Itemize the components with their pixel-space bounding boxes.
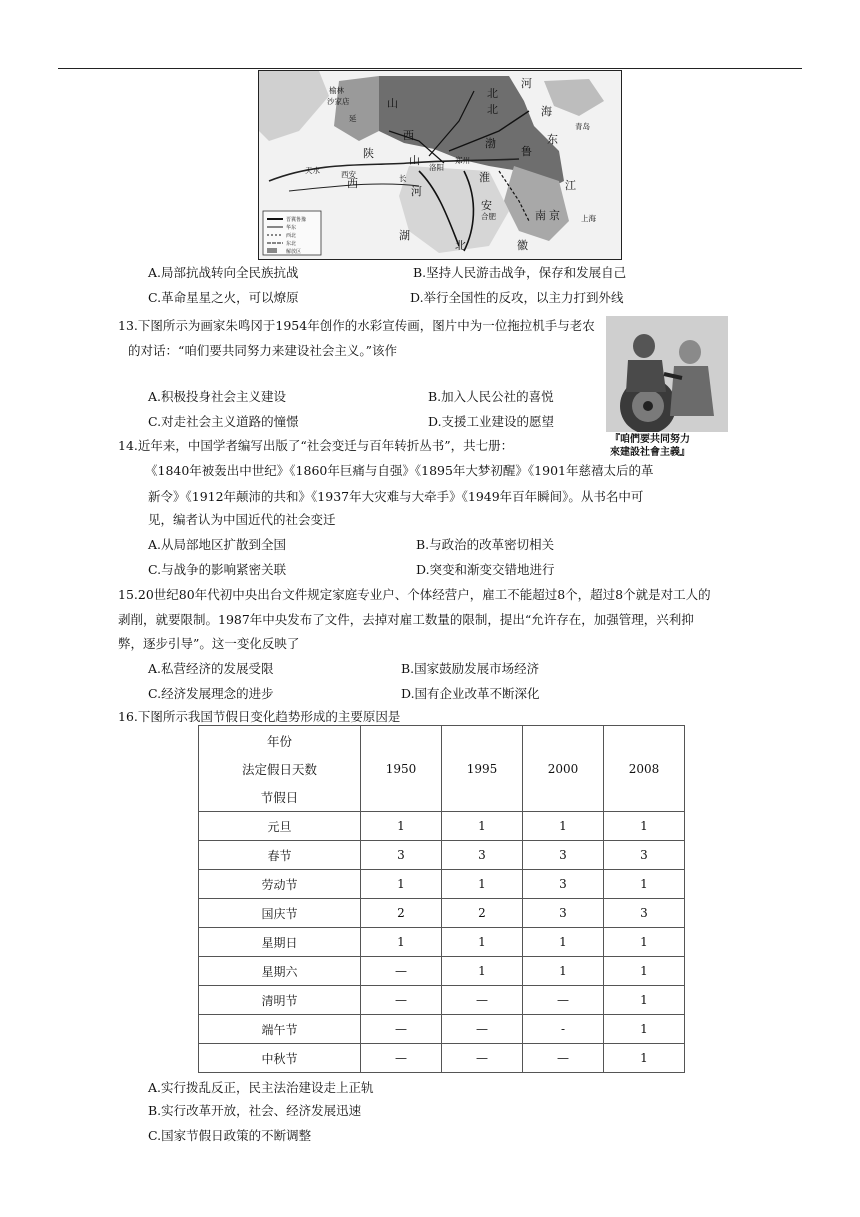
table-cell: —: [442, 1015, 523, 1044]
table-row: [199, 812, 685, 841]
table-cell: 1: [523, 957, 604, 986]
row-holiday-name: 星期日: [199, 928, 361, 957]
map-label-27: 青岛: [575, 122, 590, 131]
holiday-table: [198, 725, 685, 1073]
q14-option-c[interactable]: C.与战争的影响紧密关联: [148, 562, 287, 577]
q12-option-c[interactable]: C.革命星星之火，可以燎原: [148, 290, 299, 305]
table-row: [199, 899, 685, 928]
q13-stem-line2: 的对话：“咱们要共同努力来建设社会主义。”该作: [128, 343, 398, 358]
table-cell: —: [361, 986, 442, 1015]
map-label-18: 湖: [399, 229, 410, 242]
table-cell: -: [523, 1015, 604, 1044]
table-cell: 1: [604, 1044, 685, 1073]
row-holiday-name: 国庆节: [199, 899, 361, 928]
map-label-2: 山: [387, 97, 398, 110]
table-cell: 2: [442, 899, 523, 928]
map-label-1: 北: [487, 87, 498, 100]
table-header-row: [199, 726, 685, 812]
poster-caption-2: 來建設社會主義』: [610, 447, 690, 458]
table-cell: —: [442, 1044, 523, 1073]
table-row: [199, 1044, 685, 1073]
q12-option-d[interactable]: D.举行全国性的反攻，以主力打到外线: [410, 290, 624, 305]
row-holiday-name: 劳动节: [199, 870, 361, 899]
map-label-9: 渤: [485, 137, 496, 150]
table-cell: 3: [523, 870, 604, 899]
table-cell: 1: [604, 986, 685, 1015]
map-label-25: 天水: [305, 166, 320, 175]
table-cell: —: [523, 1044, 604, 1073]
table-row: [199, 928, 685, 957]
table-row: [199, 957, 685, 986]
q14-option-d[interactable]: D.突变和渐变交错地进行: [416, 562, 555, 577]
poster-svg: [606, 316, 728, 458]
table-cell: 1: [442, 928, 523, 957]
q16-option-a[interactable]: A.实行拨乱反正，民主法治建设走上正轨: [148, 1080, 374, 1095]
map-label-11: 江: [565, 179, 576, 192]
map-label-16: 南: [535, 209, 546, 222]
table-cell: 1: [361, 870, 442, 899]
header-holiday-label: 节假日: [260, 789, 299, 805]
map-label-20: 徽: [517, 239, 528, 252]
propaganda-poster-figure: [606, 316, 728, 458]
map-label-6: 西: [403, 129, 414, 142]
map-label-5: 东: [547, 133, 558, 146]
map-label-0: 河: [521, 77, 532, 90]
row-holiday-name: 端午节: [199, 1015, 361, 1044]
map-label-17: 京: [549, 209, 560, 222]
table-cell: 3: [442, 841, 523, 870]
q15-stem-line3: 弊，逐步引导”。这一变化反映了: [118, 636, 300, 651]
table-cell: 3: [523, 899, 604, 928]
map-label-14: 西: [347, 177, 358, 190]
table-cell: 3: [604, 899, 685, 928]
table-cell: 1: [523, 812, 604, 841]
table-cell: 1: [361, 928, 442, 957]
map-label-31: 沙家店: [327, 97, 350, 106]
table-row: [199, 870, 685, 899]
q14-option-a[interactable]: A.从局部地区扩散到全国: [148, 537, 287, 552]
q15-option-c[interactable]: C.经济发展理念的进步: [148, 686, 274, 701]
q13-option-d[interactable]: D.支援工业建设的愿望: [428, 414, 555, 429]
table-row: [199, 1015, 685, 1044]
war-map-svg: [259, 71, 621, 259]
table-cell: —: [523, 986, 604, 1015]
table-cell: 3: [523, 841, 604, 870]
q13-option-b[interactable]: B.加入人民公社的喜悦: [428, 389, 554, 404]
map-label-15: 安: [481, 199, 492, 212]
table-cell: 1: [442, 957, 523, 986]
q12-option-a[interactable]: A.局部抗战转向全民族抗战: [148, 265, 299, 280]
q14-option-b[interactable]: B.与政治的改革密切相关: [416, 537, 555, 552]
header-year-1995: 1995: [442, 726, 523, 812]
table-cell: 1: [361, 812, 442, 841]
war-map-figure: [258, 70, 622, 260]
map-label-21: 合肥: [481, 212, 496, 221]
table-cell: 1: [604, 870, 685, 899]
legend-text-1: 晋冀鲁豫: [286, 217, 307, 223]
map-label-24: 西安: [341, 170, 356, 179]
legend-text-2: 华东: [286, 225, 297, 231]
row-holiday-name: 星期六: [199, 957, 361, 986]
header-days-label: 法定假日天数: [241, 761, 317, 777]
q12-option-b[interactable]: B.坚持人民游击战争，保存和发展自己: [413, 265, 627, 280]
q15-option-b[interactable]: B.国家鼓励发展市场经济: [401, 661, 540, 676]
legend-text-4: 东北: [286, 241, 297, 247]
map-label-23: 延: [349, 114, 357, 123]
table-cell: —: [442, 986, 523, 1015]
table-cell: 2: [361, 899, 442, 928]
q13-stem-line1: 13.下图所示为画家朱鸣冈于1954年创作的水彩宣传画，图片中为一位拖拉机手与老农: [118, 318, 595, 333]
table-header-corner: [199, 726, 361, 812]
q16-option-c[interactable]: C.国家节假日政策的不断调整: [148, 1128, 312, 1143]
map-label-28: 郑州: [455, 156, 470, 165]
row-holiday-name: 元旦: [199, 812, 361, 841]
legend-text-5: 解放区: [286, 249, 302, 255]
table-row: [199, 986, 685, 1015]
map-label-13: 河: [411, 185, 422, 198]
header-year-label: 年份: [266, 733, 292, 749]
table-cell: 1: [523, 928, 604, 957]
table-cell: 1: [604, 812, 685, 841]
row-holiday-name: 春节: [199, 841, 361, 870]
map-label-4: 海: [541, 105, 552, 118]
map-label-3: 北: [487, 103, 498, 116]
q14-stem-line4: 见，编者认为中国近代的社会变迁: [148, 512, 336, 527]
map-label-30: 榆林: [329, 86, 344, 95]
q13-option-a[interactable]: A.积极投身社会主义建设: [148, 389, 287, 404]
map-label-12: 淮: [479, 171, 490, 184]
q15-stem-line2: 剥削，就要限制。1987年中央发布了文件，去掉对雇工数量的限制，提出“允许存在，加强管理，兴利抑: [118, 612, 694, 627]
q16-stem: 16.下图所示我国节假日变化趋势形成的主要原因是: [118, 709, 401, 724]
table-cell: 1: [442, 870, 523, 899]
q15-stem-line1: 15.20世纪80年代初中央出台文件规定家庭专业户、个体经营户，雇工不能超过8个，超过8个就是对工人的: [118, 587, 711, 602]
header-year-2000: 2000: [523, 726, 604, 812]
map-label-26: 上海: [581, 214, 596, 223]
table-cell: 1: [604, 1015, 685, 1044]
row-holiday-name: 清明节: [199, 986, 361, 1015]
row-holiday-name: 中秋节: [199, 1044, 361, 1073]
table-cell: 3: [361, 841, 442, 870]
q15-option-a[interactable]: A.私营经济的发展受限: [148, 661, 274, 676]
q14-stem-line1: 14.近年来，中国学者编写出版了“社会变迁与百年转折丛书”，共七册：: [118, 438, 514, 453]
header-year-2008: 2008: [604, 726, 685, 812]
table-cell: —: [361, 1015, 442, 1044]
table-cell: 1: [442, 812, 523, 841]
map-label-7: 陕: [363, 147, 374, 160]
map-label-22: 长: [399, 174, 407, 183]
q16-option-b[interactable]: B.实行改革开放，社会、经济发展迅速: [148, 1103, 362, 1118]
table-cell: —: [361, 1044, 442, 1073]
map-label-8: 山: [409, 154, 420, 167]
table-row: [199, 841, 685, 870]
table-cell: 3: [604, 841, 685, 870]
map-label-19: 北: [455, 239, 466, 252]
q14-stem-line2: 《1840年被轰出中世纪》《1860年巨痛与自强》《1895年大梦初醒》《1901年慈禧太后的革: [145, 463, 654, 478]
q15-option-d[interactable]: D.国有企业改革不断深化: [401, 686, 540, 701]
poster-caption-1: 『咱們要共同努力: [610, 434, 690, 445]
map-label-10: 鲁: [521, 145, 532, 158]
q13-option-c[interactable]: C.对走社会主义道路的憧憬: [148, 414, 299, 429]
table-cell: 1: [604, 928, 685, 957]
table-cell: —: [361, 957, 442, 986]
q14-stem-line3: 新令》《1912年颠沛的共和》《1937年大灾难与大牵手》《1949年百年瞬间》。从书名中可: [148, 489, 644, 504]
table-cell: 1: [604, 957, 685, 986]
header-year-1950: 1950: [361, 726, 442, 812]
map-label-29: 洛阳: [429, 163, 444, 172]
header-rule: [58, 68, 802, 69]
legend-text-3: 西北: [286, 233, 297, 239]
